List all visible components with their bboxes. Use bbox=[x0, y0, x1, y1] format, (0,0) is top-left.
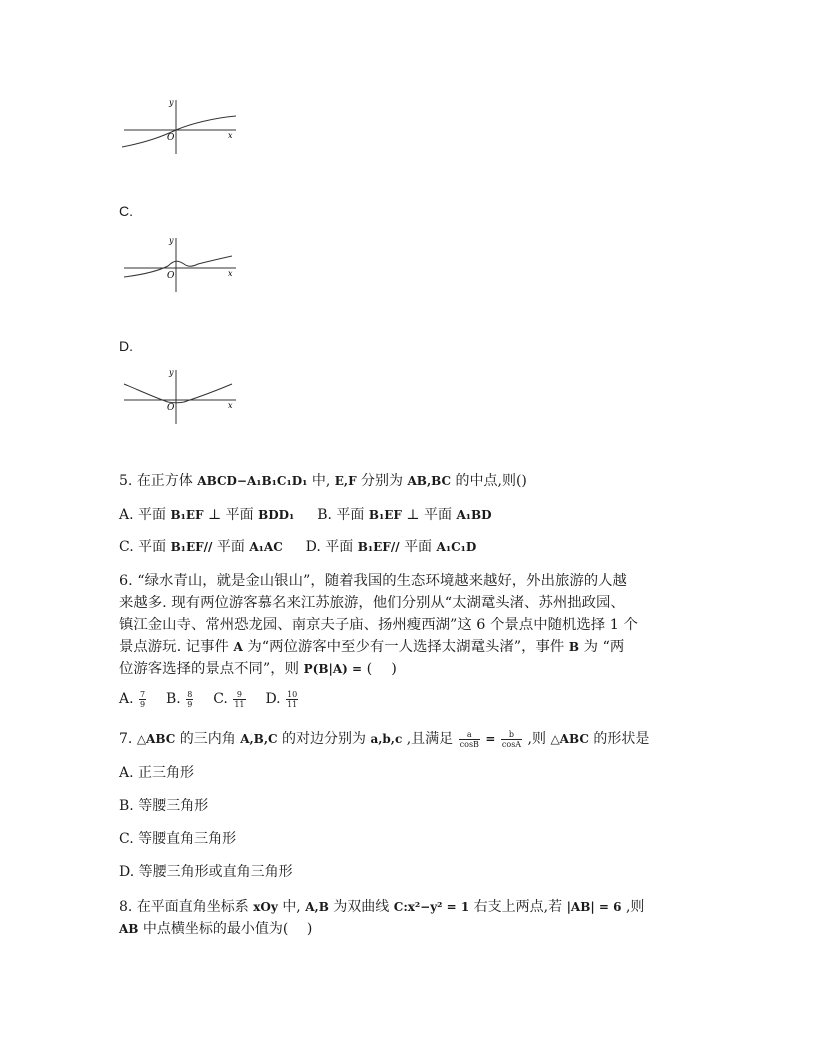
q5-text: 在正方体 bbox=[136, 473, 193, 489]
plane-name: A₁BD bbox=[456, 508, 492, 522]
q7-option-b[interactable]: B. 等腰三角形 bbox=[119, 798, 209, 814]
plane-name: BDD₁ bbox=[258, 508, 295, 522]
y-axis-label: y bbox=[169, 236, 174, 245]
numerator: 7 bbox=[140, 689, 146, 699]
q7-text: 的对边分别为 bbox=[282, 731, 366, 747]
question-number: 7. bbox=[119, 731, 133, 747]
q6-text: 为 “两 bbox=[583, 639, 625, 655]
q6-line: 镇江金山寺、常州恐龙园、南京夫子庙、扬州瘦西湖”这 6 个景点中随机选择 1 个 bbox=[119, 617, 638, 633]
origin-label: O bbox=[167, 271, 175, 281]
origin-label: O bbox=[167, 403, 175, 413]
numerator: 9 bbox=[233, 690, 245, 700]
sides: a,b,c bbox=[370, 732, 403, 746]
plane-name: B₁EF bbox=[170, 508, 204, 522]
fraction bbox=[233, 690, 245, 709]
triangle-name: △ABC bbox=[136, 732, 176, 746]
option-label: D. 平面 bbox=[305, 539, 354, 555]
option-label: C. bbox=[213, 691, 228, 707]
q5-option-b[interactable] bbox=[317, 507, 491, 523]
fraction bbox=[139, 690, 146, 709]
q7-text: 的形状是 bbox=[593, 731, 650, 747]
question-6-options bbox=[119, 688, 716, 710]
numerator: 10 bbox=[287, 689, 298, 699]
denominator: cosB bbox=[459, 739, 479, 749]
question-8-stem bbox=[119, 896, 716, 918]
denominator: 11 bbox=[287, 699, 298, 709]
graph-option-b bbox=[118, 96, 242, 160]
q6-text: 位游客选择的景点不同”，则 bbox=[119, 661, 300, 677]
q8-text: 为双曲线 bbox=[333, 899, 390, 915]
numerator: a bbox=[459, 730, 480, 740]
x-axis-label: x bbox=[228, 401, 233, 410]
q6-option-b[interactable] bbox=[166, 691, 199, 707]
q8-text: 右支上两点,若 bbox=[473, 899, 563, 915]
triangle-name: △ABC bbox=[550, 732, 589, 746]
q8-text: 中, bbox=[282, 899, 301, 915]
function-curve-c bbox=[124, 256, 232, 277]
q7-option-d[interactable]: D. 等腰三角形或直角三角形 bbox=[119, 864, 293, 880]
equals-sign: = bbox=[485, 732, 496, 746]
question-5-options-ab bbox=[119, 504, 716, 526]
question-5-options-cd bbox=[119, 536, 716, 558]
q5-text: 分别为 bbox=[361, 473, 404, 489]
q5-text: 的中点,则() bbox=[455, 473, 527, 489]
segment-name: AB bbox=[119, 922, 139, 936]
fraction bbox=[286, 690, 298, 709]
plane-name: A₁C₁D bbox=[436, 540, 477, 554]
angles: A,B,C bbox=[240, 732, 278, 746]
q8-text: 中点横坐标的最小值为( ) bbox=[142, 921, 313, 937]
plane-name: B₁EF// bbox=[170, 540, 213, 554]
q7-text: ,则 bbox=[527, 731, 546, 747]
function-curve-b bbox=[122, 116, 236, 147]
q6-line bbox=[119, 658, 719, 680]
fraction bbox=[501, 730, 522, 749]
curve-plot-d bbox=[118, 366, 242, 430]
option-c-label: C. bbox=[119, 203, 133, 219]
q6-line bbox=[119, 636, 719, 658]
relation: ⊥ 平面 bbox=[208, 507, 254, 523]
y-axis-label: y bbox=[169, 368, 174, 377]
event-a: A bbox=[233, 640, 243, 654]
option-label: D. bbox=[265, 691, 281, 707]
relation: ⊥ 平面 bbox=[406, 507, 453, 523]
curve-plot-b bbox=[118, 96, 242, 160]
graph-option-d bbox=[118, 366, 242, 430]
question-7-stem bbox=[119, 728, 716, 750]
denominator: 11 bbox=[234, 699, 245, 709]
q5-cube-name: ABCD−A₁B₁C₁D₁ bbox=[197, 474, 308, 488]
coordinate-system: xOy bbox=[253, 900, 278, 914]
numerator: b bbox=[501, 730, 522, 740]
q6-option-c[interactable] bbox=[213, 691, 251, 707]
q7-option-a[interactable]: A. 正三角形 bbox=[119, 765, 195, 781]
numerator: 8 bbox=[187, 689, 193, 699]
option-d-label: D. bbox=[119, 338, 133, 354]
question-6-stem bbox=[119, 570, 719, 680]
y-axis-label: y bbox=[169, 98, 174, 107]
plane-name: B₁EF// bbox=[357, 540, 400, 554]
fraction bbox=[186, 690, 193, 709]
denominator: 9 bbox=[187, 699, 193, 709]
q5-edges: AB,BC bbox=[407, 474, 452, 488]
q5-option-d[interactable] bbox=[306, 539, 477, 555]
relation: 平面 bbox=[404, 539, 433, 555]
question-number: 5. bbox=[119, 473, 133, 489]
option-label: A. 平面 bbox=[119, 507, 167, 523]
q5-option-c[interactable] bbox=[119, 539, 287, 555]
origin-label: O bbox=[167, 133, 175, 143]
plane-name: B₁EF bbox=[368, 508, 402, 522]
q5-text: 中, bbox=[311, 473, 331, 489]
q7-option-c[interactable]: C. 等腰直角三角形 bbox=[119, 831, 237, 847]
q8-text: 在平面直角坐标系 bbox=[136, 899, 249, 915]
curve-plot-c bbox=[118, 234, 242, 298]
x-axis-label: x bbox=[228, 131, 233, 140]
option-label: A. bbox=[119, 691, 134, 707]
segment-length: |AB| = 6 bbox=[566, 900, 622, 914]
q5-option-a[interactable] bbox=[119, 507, 299, 523]
q6-text: 景点游玩. 记事件 bbox=[119, 639, 229, 655]
q6-option-d[interactable] bbox=[265, 691, 299, 707]
question-5-stem bbox=[119, 470, 716, 492]
q6-text: 为“两位游客中至少有一人选择太湖鼋头渚”，事件 bbox=[247, 639, 565, 655]
q8-text: ,则 bbox=[625, 899, 645, 915]
q7-text: ,且满足 bbox=[406, 731, 454, 747]
fraction bbox=[459, 730, 480, 749]
points: A,B bbox=[305, 900, 329, 914]
answer-blank: ( ) bbox=[366, 661, 397, 677]
event-b: B bbox=[568, 640, 580, 654]
hyperbola-equation: C:x²−y² = 1 bbox=[393, 900, 470, 914]
option-label: B. 平面 bbox=[317, 507, 365, 523]
question-number: 8. bbox=[119, 899, 133, 915]
x-axis-label: x bbox=[228, 269, 233, 278]
q6-line: 6. “绿水青山，就是金山银山”，随着我国的生态环境越来越好，外出旅游的人越 bbox=[119, 573, 627, 589]
question-8-stem-line2 bbox=[119, 918, 716, 940]
q5-points: E,F bbox=[334, 474, 357, 488]
option-label: C. 平面 bbox=[119, 539, 167, 555]
q6-line: 来越多. 现有两位游客慕名来江苏旅游，他们分别从“太湖鼋头渚、苏州拙政园、 bbox=[119, 595, 625, 611]
denominator: 9 bbox=[140, 699, 146, 709]
plane-name: A₁AC bbox=[249, 540, 283, 554]
denominator: cosA bbox=[501, 739, 522, 749]
relation: 平面 bbox=[216, 539, 245, 555]
option-label: B. bbox=[166, 691, 181, 707]
q7-text: 的三内角 bbox=[179, 731, 236, 747]
q6-option-a[interactable] bbox=[119, 691, 152, 707]
graph-option-c bbox=[118, 234, 242, 298]
conditional-probability: P(B|A) = bbox=[303, 662, 363, 676]
